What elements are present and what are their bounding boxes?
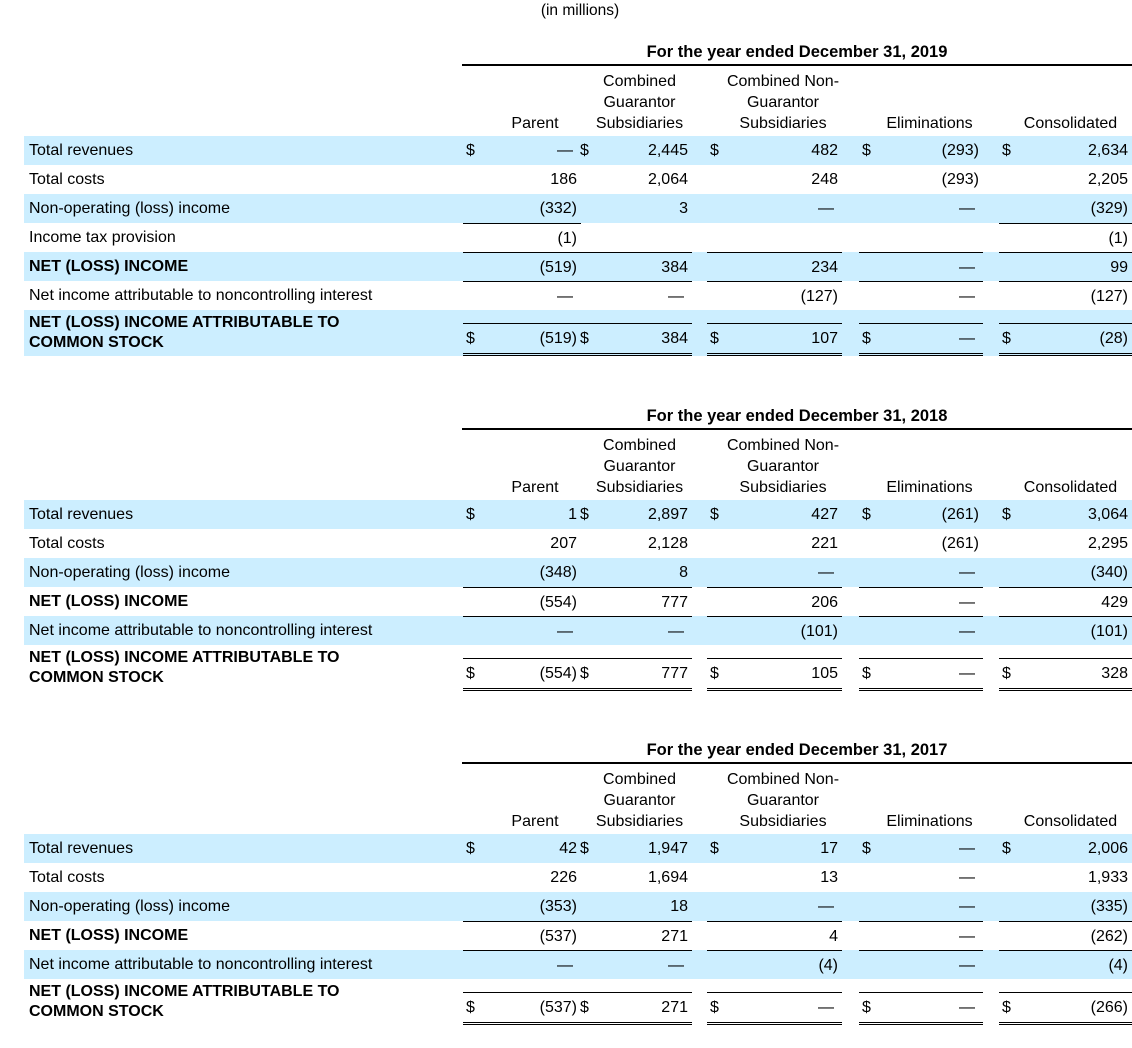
cell-value: — xyxy=(959,564,975,581)
cell-value: 2,064 xyxy=(647,171,688,188)
cell-value: 271 xyxy=(661,999,688,1016)
cell-parent xyxy=(463,165,581,194)
table-row xyxy=(24,165,1132,194)
currency-symbol: $ xyxy=(1002,665,1011,682)
cell-value: — xyxy=(959,288,975,305)
cell-value: (127) xyxy=(1090,288,1128,305)
section-title: For the year ended December 31, 2018 xyxy=(462,404,1132,430)
currency-symbol: $ xyxy=(710,999,719,1016)
table-row xyxy=(24,529,1132,558)
cell-guarantor xyxy=(577,223,692,252)
row-label: NET (LOSS) INCOME ATTRIBUTABLE TO COMMON STOCK xyxy=(29,983,340,1020)
cell-consolidated xyxy=(999,252,1132,281)
cell-nonguarantor xyxy=(707,834,842,863)
cell-value: (127) xyxy=(800,288,838,305)
cell-value: 2,128 xyxy=(647,535,688,552)
currency-symbol: $ xyxy=(862,142,871,159)
cell-value: 18 xyxy=(670,898,688,915)
table-row xyxy=(24,834,1132,863)
cell-guarantor xyxy=(577,992,692,1025)
currency-symbol: $ xyxy=(1002,142,1011,159)
row-label: Income tax provision xyxy=(29,229,176,246)
cell-value: 2,205 xyxy=(1087,171,1128,188)
column-header-row xyxy=(24,764,1132,832)
cell-eliminations xyxy=(859,834,983,863)
cell-consolidated xyxy=(999,165,1132,194)
currency-symbol: $ xyxy=(466,506,475,523)
cell-value: 17 xyxy=(820,840,838,857)
cell-value: 105 xyxy=(811,665,838,682)
currency-symbol: $ xyxy=(710,506,719,523)
cell-guarantor xyxy=(577,500,692,529)
cell-value: 427 xyxy=(811,506,838,523)
cell-value: — xyxy=(959,259,975,276)
cell-value: 207 xyxy=(550,535,577,552)
cell-value: — xyxy=(959,623,975,640)
cell-value: (554) xyxy=(539,665,577,682)
cell-value: (340) xyxy=(1090,564,1128,581)
cell-value: (293) xyxy=(941,171,979,188)
cell-value: (537) xyxy=(539,999,577,1016)
row-label: Total revenues xyxy=(29,840,134,857)
cell-nonguarantor xyxy=(707,992,842,1025)
currency-symbol: $ xyxy=(580,142,589,159)
row-label: Non-operating (loss) income xyxy=(29,564,230,581)
cell-guarantor xyxy=(577,194,692,223)
currency-symbol: $ xyxy=(580,999,589,1016)
row-label: NET (LOSS) INCOME ATTRIBUTABLE TO COMMON STOCK xyxy=(29,314,340,351)
units-caption: (in millions) xyxy=(540,2,620,19)
cell-eliminations xyxy=(859,529,983,558)
cell-eliminations xyxy=(859,950,983,979)
cell-nonguarantor xyxy=(707,921,842,950)
currency-symbol: $ xyxy=(580,840,589,857)
cell-parent xyxy=(463,136,581,165)
cell-value: 384 xyxy=(661,330,688,347)
column-header-eliminations: Eliminations xyxy=(886,813,973,830)
cell-value: — xyxy=(959,594,975,611)
cell-value: (261) xyxy=(941,506,979,523)
cell-value: — xyxy=(959,200,975,217)
row-label: Net income attributable to noncontrolling interest xyxy=(29,287,373,304)
row-label: Non-operating (loss) income xyxy=(29,898,230,915)
cell-guarantor xyxy=(577,165,692,194)
cell-value: 186 xyxy=(550,171,577,188)
currency-symbol: $ xyxy=(466,665,475,682)
cell-value: — xyxy=(959,957,975,974)
cell-eliminations xyxy=(859,223,983,252)
row-label: Total costs xyxy=(29,171,105,188)
cell-nonguarantor xyxy=(707,500,842,529)
currency-symbol: $ xyxy=(466,142,475,159)
cell-eliminations xyxy=(859,992,983,1025)
cell-value: — xyxy=(959,869,975,886)
cell-value: 226 xyxy=(550,869,577,886)
cell-guarantor xyxy=(577,558,692,587)
cell-guarantor xyxy=(577,950,692,979)
cell-nonguarantor xyxy=(707,616,842,645)
cell-guarantor xyxy=(577,834,692,863)
section-title: For the year ended December 31, 2017 xyxy=(462,738,1132,764)
cell-eliminations xyxy=(859,281,983,310)
cell-consolidated xyxy=(999,658,1132,691)
cell-eliminations xyxy=(859,616,983,645)
cell-nonguarantor xyxy=(707,950,842,979)
currency-symbol: $ xyxy=(862,506,871,523)
cell-value: 248 xyxy=(811,171,838,188)
cell-eliminations xyxy=(859,323,983,356)
cell-value: (1) xyxy=(557,230,577,247)
cell-value: 482 xyxy=(811,142,838,159)
cell-value: (332) xyxy=(539,200,577,217)
row-label: Net income attributable to noncontrolling interest xyxy=(29,956,373,973)
cell-parent xyxy=(463,500,581,529)
cell-nonguarantor xyxy=(707,223,842,252)
column-header-parent: Parent xyxy=(511,813,559,830)
cell-value: 2,295 xyxy=(1087,535,1128,552)
currency-symbol: $ xyxy=(862,330,871,347)
cell-value: (537) xyxy=(539,928,577,945)
cell-value: 2,006 xyxy=(1087,840,1128,857)
cell-consolidated xyxy=(999,863,1132,892)
cell-value: 777 xyxy=(661,594,688,611)
cell-value: (519) xyxy=(539,330,577,347)
table-row xyxy=(24,500,1132,529)
cell-consolidated xyxy=(999,992,1132,1025)
cell-nonguarantor xyxy=(707,323,842,356)
table-row xyxy=(24,892,1132,921)
currency-symbol: $ xyxy=(466,330,475,347)
cell-value: (293) xyxy=(941,142,979,159)
cell-value: 206 xyxy=(811,594,838,611)
cell-value: 99 xyxy=(1110,259,1128,276)
cell-eliminations xyxy=(859,587,983,616)
cell-value: — xyxy=(959,898,975,915)
column-header-nonguarantor: Combined Non- Guarantor Subsidiaries xyxy=(726,437,840,496)
currency-symbol: $ xyxy=(710,330,719,347)
cell-value: 107 xyxy=(811,330,838,347)
cell-value: 1 xyxy=(568,506,577,523)
cell-eliminations xyxy=(859,194,983,223)
column-header-consolidated: Consolidated xyxy=(1023,479,1118,496)
row-label: NET (LOSS) INCOME xyxy=(29,927,189,944)
cell-consolidated xyxy=(999,921,1132,950)
row-label: NET (LOSS) INCOME ATTRIBUTABLE TO COMMON STOCK xyxy=(29,649,340,686)
column-header-row xyxy=(24,430,1132,498)
table-row xyxy=(24,863,1132,892)
cell-consolidated xyxy=(999,587,1132,616)
cell-nonguarantor xyxy=(707,587,842,616)
cell-consolidated xyxy=(999,529,1132,558)
currency-symbol: $ xyxy=(862,999,871,1016)
cell-guarantor xyxy=(577,616,692,645)
currency-symbol: $ xyxy=(1002,506,1011,523)
cell-nonguarantor xyxy=(707,529,842,558)
cell-parent xyxy=(463,834,581,863)
cell-value: (261) xyxy=(941,535,979,552)
currency-symbol: $ xyxy=(466,999,475,1016)
currency-symbol: $ xyxy=(580,506,589,523)
cell-value: 1,947 xyxy=(647,840,688,857)
cell-eliminations xyxy=(859,252,983,281)
table-row xyxy=(24,310,1132,356)
cell-consolidated xyxy=(999,834,1132,863)
cell-value: (519) xyxy=(539,259,577,276)
cell-value: (554) xyxy=(539,594,577,611)
cell-value: (1) xyxy=(1108,230,1128,247)
currency-symbol: $ xyxy=(466,840,475,857)
table-row xyxy=(24,223,1132,252)
column-header-guarantor: Combined Guarantor Subsidiaries xyxy=(595,437,684,496)
row-label: Net income attributable to noncontrolling interest xyxy=(29,622,373,639)
cell-value: 3 xyxy=(679,200,688,217)
currency-symbol: $ xyxy=(710,142,719,159)
cell-consolidated xyxy=(999,616,1132,645)
currency-symbol: $ xyxy=(1002,330,1011,347)
cell-guarantor xyxy=(577,921,692,950)
column-header-eliminations: Eliminations xyxy=(886,115,973,132)
currency-symbol: $ xyxy=(580,330,589,347)
table-row xyxy=(24,558,1132,587)
cell-value: — xyxy=(557,957,573,974)
cell-nonguarantor xyxy=(707,136,842,165)
cell-guarantor xyxy=(577,136,692,165)
row-label: Non-operating (loss) income xyxy=(29,200,230,217)
cell-nonguarantor xyxy=(707,281,842,310)
cell-value: — xyxy=(959,330,975,347)
cell-guarantor xyxy=(577,529,692,558)
cell-value: — xyxy=(668,623,684,640)
cell-guarantor xyxy=(577,863,692,892)
cell-value: (348) xyxy=(539,564,577,581)
cell-value: 384 xyxy=(661,259,688,276)
cell-nonguarantor xyxy=(707,892,842,921)
cell-parent xyxy=(463,992,581,1025)
cell-parent xyxy=(463,558,581,587)
cell-value: 4 xyxy=(829,928,838,945)
cell-value: — xyxy=(557,142,573,159)
cell-guarantor xyxy=(577,658,692,691)
cell-nonguarantor xyxy=(707,252,842,281)
cell-parent xyxy=(463,950,581,979)
currency-symbol: $ xyxy=(1002,999,1011,1016)
column-header-consolidated: Consolidated xyxy=(1023,813,1118,830)
cell-value: — xyxy=(959,999,975,1016)
cell-parent xyxy=(463,921,581,950)
column-header-eliminations: Eliminations xyxy=(886,479,973,496)
cell-nonguarantor xyxy=(707,658,842,691)
cell-eliminations xyxy=(859,558,983,587)
row-label: Total revenues xyxy=(29,142,134,159)
table-row xyxy=(24,136,1132,165)
cell-value: — xyxy=(668,957,684,974)
cell-value: — xyxy=(557,623,573,640)
cell-value: (262) xyxy=(1090,928,1128,945)
column-header-nonguarantor: Combined Non- Guarantor Subsidiaries xyxy=(726,771,840,830)
cell-consolidated xyxy=(999,950,1132,979)
cell-consolidated xyxy=(999,281,1132,310)
column-header-row xyxy=(24,66,1132,134)
cell-value: — xyxy=(818,200,834,217)
column-header-consolidated: Consolidated xyxy=(1023,115,1118,132)
cell-parent xyxy=(463,892,581,921)
table-row xyxy=(24,252,1132,281)
cell-consolidated xyxy=(999,892,1132,921)
row-label: Total costs xyxy=(29,869,105,886)
cell-value: 328 xyxy=(1101,665,1128,682)
table-row xyxy=(24,587,1132,616)
cell-value: (101) xyxy=(1090,623,1128,640)
row-label: Total revenues xyxy=(29,506,134,523)
cell-consolidated xyxy=(999,194,1132,223)
cell-value: — xyxy=(959,840,975,857)
column-header-guarantor: Combined Guarantor Subsidiaries xyxy=(595,73,684,132)
cell-eliminations xyxy=(859,863,983,892)
cell-parent xyxy=(463,223,581,252)
cell-parent xyxy=(463,194,581,223)
cell-parent xyxy=(463,252,581,281)
currency-symbol: $ xyxy=(710,665,719,682)
cell-value: 221 xyxy=(811,535,838,552)
currency-symbol: $ xyxy=(710,840,719,857)
cell-value: 8 xyxy=(679,564,688,581)
row-label: NET (LOSS) INCOME xyxy=(29,258,189,275)
cell-guarantor xyxy=(577,323,692,356)
column-header-guarantor: Combined Guarantor Subsidiaries xyxy=(595,771,684,830)
cell-consolidated xyxy=(999,323,1132,356)
cell-eliminations xyxy=(859,658,983,691)
cell-value: — xyxy=(818,564,834,581)
cell-value: (101) xyxy=(800,623,838,640)
currency-symbol: $ xyxy=(862,665,871,682)
column-header-nonguarantor: Combined Non- Guarantor Subsidiaries xyxy=(726,73,840,132)
column-header-parent: Parent xyxy=(511,115,559,132)
table-row xyxy=(24,950,1132,979)
cell-value: 777 xyxy=(661,665,688,682)
cell-value: (266) xyxy=(1090,999,1128,1016)
cell-value: 234 xyxy=(811,259,838,276)
currency-symbol: $ xyxy=(1002,840,1011,857)
cell-value: (335) xyxy=(1090,898,1128,915)
cell-nonguarantor xyxy=(707,165,842,194)
cell-eliminations xyxy=(859,892,983,921)
table-row xyxy=(24,645,1132,691)
cell-value: 1,694 xyxy=(647,869,688,886)
cell-value: (329) xyxy=(1090,200,1128,217)
row-label: Total costs xyxy=(29,535,105,552)
cell-parent xyxy=(463,323,581,356)
cell-value: — xyxy=(818,898,834,915)
cell-value: (4) xyxy=(818,957,838,974)
cell-value: (4) xyxy=(1108,957,1128,974)
row-label: NET (LOSS) INCOME xyxy=(29,593,189,610)
table-row xyxy=(24,194,1132,223)
cell-value: 271 xyxy=(661,928,688,945)
table-row xyxy=(24,281,1132,310)
cell-value: 42 xyxy=(559,840,577,857)
cell-eliminations xyxy=(859,136,983,165)
cell-value: 2,634 xyxy=(1087,142,1128,159)
column-header-parent: Parent xyxy=(511,479,559,496)
cell-value: — xyxy=(557,288,573,305)
currency-symbol: $ xyxy=(580,665,589,682)
cell-parent xyxy=(463,863,581,892)
currency-symbol: $ xyxy=(862,840,871,857)
cell-value: (28) xyxy=(1099,330,1128,347)
cell-value: 2,897 xyxy=(647,506,688,523)
cell-value: — xyxy=(959,928,975,945)
cell-value: — xyxy=(959,665,975,682)
cell-eliminations xyxy=(859,165,983,194)
cell-consolidated xyxy=(999,500,1132,529)
cell-value: (353) xyxy=(539,898,577,915)
cell-nonguarantor xyxy=(707,863,842,892)
cell-parent xyxy=(463,529,581,558)
cell-nonguarantor xyxy=(707,558,842,587)
cell-parent xyxy=(463,616,581,645)
cell-consolidated xyxy=(999,223,1132,252)
cell-value: 13 xyxy=(820,869,838,886)
table-row xyxy=(24,921,1132,950)
cell-eliminations xyxy=(859,921,983,950)
cell-eliminations xyxy=(859,500,983,529)
section-title: For the year ended December 31, 2019 xyxy=(462,40,1132,66)
cell-guarantor xyxy=(577,281,692,310)
cell-guarantor xyxy=(577,587,692,616)
table-row xyxy=(24,979,1132,1025)
cell-value: 1,933 xyxy=(1087,869,1128,886)
cell-parent xyxy=(463,281,581,310)
cell-nonguarantor xyxy=(707,194,842,223)
cell-consolidated xyxy=(999,558,1132,587)
cell-value: 2,445 xyxy=(647,142,688,159)
table-row xyxy=(24,616,1132,645)
cell-value: — xyxy=(668,288,684,305)
cell-parent xyxy=(463,658,581,691)
cell-parent xyxy=(463,587,581,616)
cell-value: 429 xyxy=(1101,594,1128,611)
cell-guarantor xyxy=(577,252,692,281)
cell-guarantor xyxy=(577,892,692,921)
cell-value: — xyxy=(818,999,834,1016)
cell-consolidated xyxy=(999,136,1132,165)
cell-value: 3,064 xyxy=(1087,506,1128,523)
